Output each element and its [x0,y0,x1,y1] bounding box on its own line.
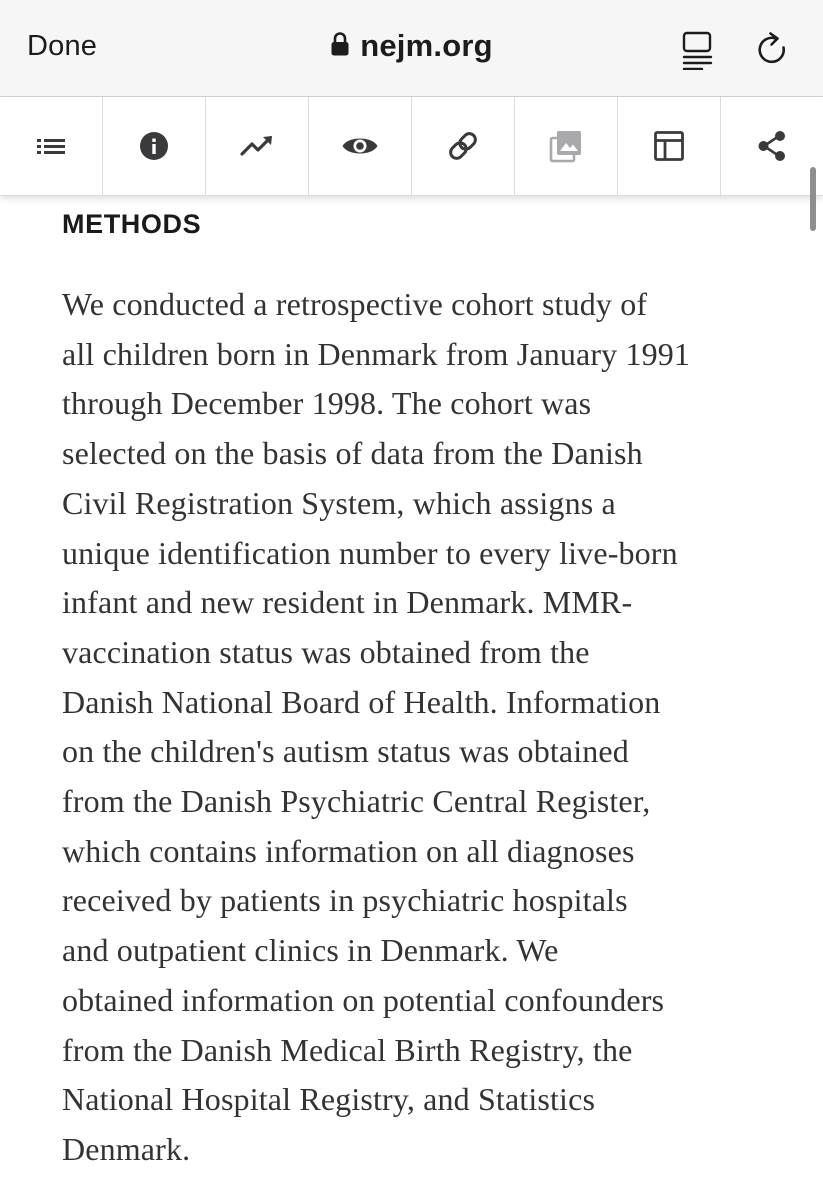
reload-button[interactable] [753,30,793,70]
paragraph-line: Danish National Board of Health. Information [62,683,661,720]
toolbar-share-button[interactable] [721,97,823,195]
lock-icon [330,31,350,62]
image-gallery-icon [549,129,583,163]
outline-list-icon [35,134,67,158]
domain-text: nejm.org [360,28,493,63]
toolbar-info-button[interactable] [103,97,206,195]
toolbar-images-button[interactable] [515,97,618,195]
eye-icon [341,133,379,159]
section-heading: METHODS [62,209,202,239]
paragraph-line: from the Danish Psychiatric Central Register, [62,783,651,820]
paragraph-line: selected on the basis of data from the Danish [62,435,643,472]
vertical-scrollbar-thumb[interactable] [810,167,816,231]
paragraph-line: infant and new resident in Denmark. MMR- [62,584,633,621]
metrics-trend-icon [240,134,274,158]
paragraph-line: obtained information on potential confounders [62,981,665,1018]
paragraph-line: all children born in Denmark from January 1991 [62,335,691,372]
toolbar-outline-button[interactable] [0,97,103,195]
paragraph-line: vaccination status was obtained from the [62,633,590,670]
reload-icon [753,57,793,74]
paragraph-line: which contains information on all diagnoses [62,832,635,869]
paragraph-line: from the Danish Medical Birth Registry, the [62,1031,633,1068]
paragraph-line: Civil Registration System, which assigns a [62,484,616,521]
paragraph-line: National Hospital Registry, and Statistics [62,1081,596,1118]
methods-paragraph [62,280,782,1175]
address-field[interactable] [330,28,493,64]
paragraph-line: received by patients in psychiatric hospitals [62,882,628,919]
toolbar-tables-button[interactable] [618,97,721,195]
reader-mode-button[interactable] [680,30,716,70]
paragraph-line: through December 1998. The cohort was [62,385,592,422]
paragraph-line: on the children's autism status was obtained [62,733,629,770]
browser-address-bar [0,0,823,97]
done-button[interactable]: Done [27,30,98,62]
reader-mode-icon [680,57,716,74]
info-icon [138,130,170,162]
paragraph-line: and outpatient clinics in Denmark. We [62,932,559,969]
toolbar-metrics-button[interactable] [206,97,309,195]
share-icon [757,130,787,162]
paragraph-line: We conducted a retrospective cohort study of [62,286,648,322]
link-icon [446,129,480,163]
article-toolbar [0,97,823,196]
toolbar-view-button[interactable] [309,97,412,195]
paragraph-line: unique identification number to every live-born [62,534,678,571]
table-icon [653,130,685,162]
toolbar-link-button[interactable] [412,97,515,195]
paragraph-line: Denmark. [62,1130,191,1167]
